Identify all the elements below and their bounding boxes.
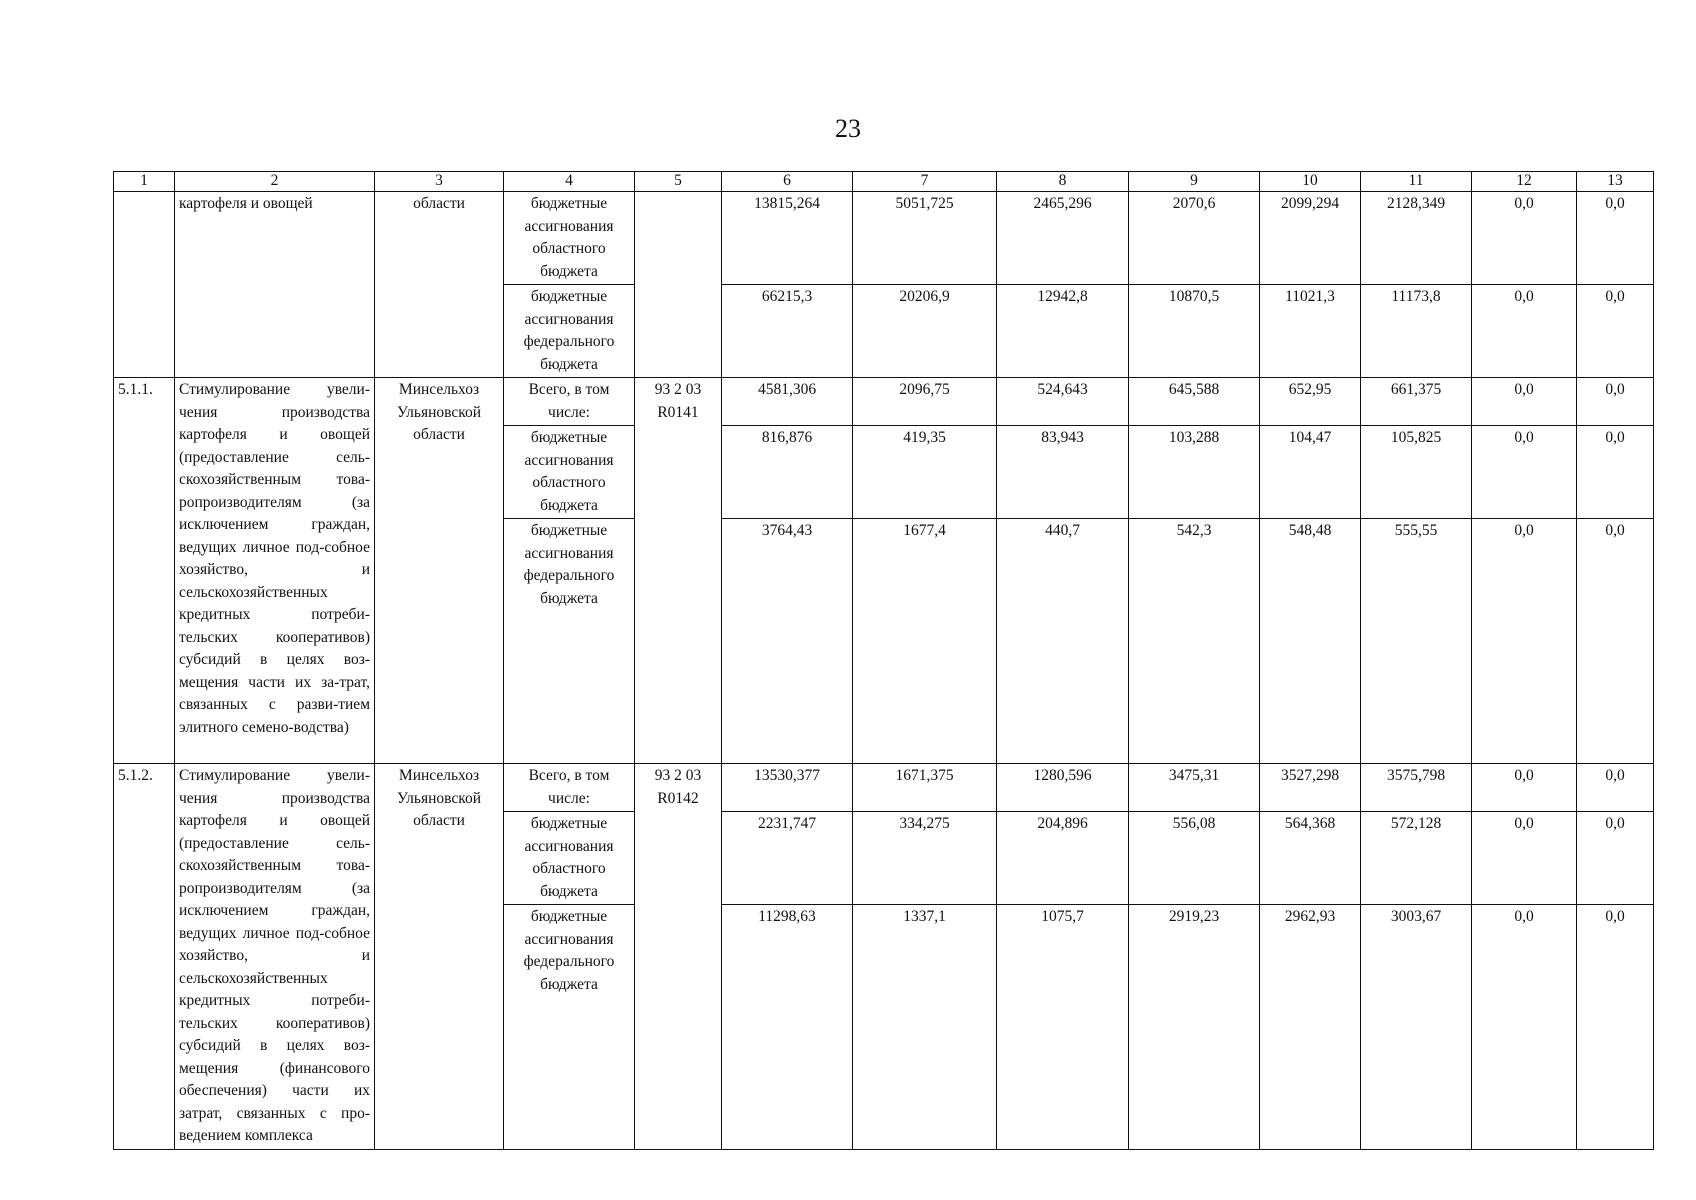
value-cell: 83,943 (997, 426, 1129, 519)
value-cell: 10870,5 (1129, 285, 1260, 378)
value-cell: 2962,93 (1260, 905, 1361, 1150)
value-cell: 66215,3 (722, 285, 853, 378)
page-number: 23 (835, 114, 861, 143)
value-cell: 0,0 (1577, 519, 1654, 764)
value-cell: 1677,4 (853, 519, 997, 764)
value-cell: 555,55 (1361, 519, 1472, 764)
table-row (114, 378, 1654, 426)
value-cell: 20206,9 (853, 285, 997, 378)
value-cell: 548,48 (1260, 519, 1361, 764)
value-cell: 4581,306 (722, 378, 853, 426)
value-cell: 2919,23 (1129, 905, 1260, 1150)
value-cell: 661,375 (1361, 378, 1472, 426)
funding-source: бюджетные ассигнования областного бюджета (504, 192, 635, 285)
value-cell: 1671,375 (853, 764, 997, 812)
value-cell: 1337,1 (853, 905, 997, 1150)
value-cell: 1075,7 (997, 905, 1129, 1150)
row-number (114, 192, 175, 378)
column-number: 12 (1472, 172, 1577, 192)
budget-code: 93 2 03 R0141 (635, 378, 722, 764)
value-cell: 0,0 (1577, 378, 1654, 426)
value-cell: 0,0 (1577, 764, 1654, 812)
value-cell: 1280,596 (997, 764, 1129, 812)
value-cell: 334,275 (853, 812, 997, 905)
executor: Минсельхоз Ульяновской области (375, 764, 504, 1150)
measure-name: Стимулирование увели-чения производства картофеля и овощей (предоставление сель-скохозяйственным това-ропроизводителям (за исключением граждан, ведущих личное под-собное хозяйство, и сельскохозяйственных кредитных потреби-тельских кооперативов) субсидий в целях воз-мещения части их за-трат, связанных с разви-тием элитного семено-водства) (175, 378, 375, 764)
funding-source: бюджетные ассигнования областного бюджета (504, 426, 635, 519)
value-cell: 0,0 (1577, 285, 1654, 378)
budget-code: 93 2 03 R0142 (635, 764, 722, 1150)
value-cell: 0,0 (1577, 426, 1654, 519)
value-cell: 3475,31 (1129, 764, 1260, 812)
value-cell: 11173,8 (1361, 285, 1472, 378)
funding-source: бюджетные ассигнования федерального бюджета (504, 905, 635, 1150)
column-number: 5 (635, 172, 722, 192)
column-number: 11 (1361, 172, 1472, 192)
value-cell: 0,0 (1472, 426, 1577, 519)
value-cell: 542,3 (1129, 519, 1260, 764)
budget-table (113, 171, 1654, 1150)
column-number: 9 (1129, 172, 1260, 192)
executor: области (375, 192, 504, 378)
value-cell: 0,0 (1472, 285, 1577, 378)
table-row (114, 192, 1654, 285)
value-cell: 652,95 (1260, 378, 1361, 426)
value-cell: 204,896 (997, 812, 1129, 905)
column-number: 10 (1260, 172, 1361, 192)
value-cell: 0,0 (1472, 519, 1577, 764)
column-number: 6 (722, 172, 853, 192)
value-cell: 419,35 (853, 426, 997, 519)
column-number: 7 (853, 172, 997, 192)
value-cell: 0,0 (1472, 905, 1577, 1150)
value-cell: 556,08 (1129, 812, 1260, 905)
value-cell: 816,876 (722, 426, 853, 519)
funding-source: Всего, в том числе: (504, 378, 635, 426)
value-cell: 11298,63 (722, 905, 853, 1150)
value-cell: 3003,67 (1361, 905, 1472, 1150)
column-number: 3 (375, 172, 504, 192)
value-cell: 5051,725 (853, 192, 997, 285)
column-number-row (114, 172, 1654, 192)
column-number: 13 (1577, 172, 1654, 192)
row-number: 5.1.1. (114, 378, 175, 764)
value-cell: 2465,296 (997, 192, 1129, 285)
value-cell: 0,0 (1472, 764, 1577, 812)
value-cell: 3527,298 (1260, 764, 1361, 812)
column-number: 2 (175, 172, 375, 192)
funding-source: бюджетные ассигнования федерального бюджета (504, 519, 635, 764)
column-number: 8 (997, 172, 1129, 192)
column-number: 4 (504, 172, 635, 192)
value-cell: 0,0 (1472, 192, 1577, 285)
value-cell: 3575,798 (1361, 764, 1472, 812)
funding-source: бюджетные ассигнования областного бюджета (504, 812, 635, 905)
value-cell: 0,0 (1472, 378, 1577, 426)
value-cell: 104,47 (1260, 426, 1361, 519)
value-cell: 0,0 (1472, 812, 1577, 905)
value-cell: 440,7 (997, 519, 1129, 764)
value-cell: 0,0 (1577, 192, 1654, 285)
value-cell: 645,588 (1129, 378, 1260, 426)
value-cell: 3764,43 (722, 519, 853, 764)
value-cell: 12942,8 (997, 285, 1129, 378)
measure-name: Стимулирование увели-чения производства картофеля и овощей (предоставление сель-скохозяйственным това-ропроизводителям (за исключением граждан, ведущих личное под-собное хозяйство, и сельскохозяйственных кредитных потреби-тельских кооперативов) субсидий в целях воз-мещения (финансового обеспечения) части их затрат, связанных с про-ведением комплекса (175, 764, 375, 1150)
value-cell: 13815,264 (722, 192, 853, 285)
value-cell: 2096,75 (853, 378, 997, 426)
value-cell: 0,0 (1577, 812, 1654, 905)
table-row (114, 764, 1654, 812)
value-cell: 103,288 (1129, 426, 1260, 519)
executor: Минсельхоз Ульяновской области (375, 378, 504, 764)
budget-code (635, 192, 722, 378)
value-cell: 572,128 (1361, 812, 1472, 905)
row-number: 5.1.2. (114, 764, 175, 1150)
value-cell: 11021,3 (1260, 285, 1361, 378)
value-cell: 2128,349 (1361, 192, 1472, 285)
value-cell: 524,643 (997, 378, 1129, 426)
value-cell: 2099,294 (1260, 192, 1361, 285)
value-cell: 13530,377 (722, 764, 853, 812)
value-cell: 2231,747 (722, 812, 853, 905)
funding-source: Всего, в том числе: (504, 764, 635, 812)
value-cell: 564,368 (1260, 812, 1361, 905)
measure-name: картофеля и овощей (175, 192, 375, 378)
value-cell: 2070,6 (1129, 192, 1260, 285)
column-number: 1 (114, 172, 175, 192)
value-cell: 105,825 (1361, 426, 1472, 519)
funding-source: бюджетные ассигнования федерального бюджета (504, 285, 635, 378)
value-cell: 0,0 (1577, 905, 1654, 1150)
